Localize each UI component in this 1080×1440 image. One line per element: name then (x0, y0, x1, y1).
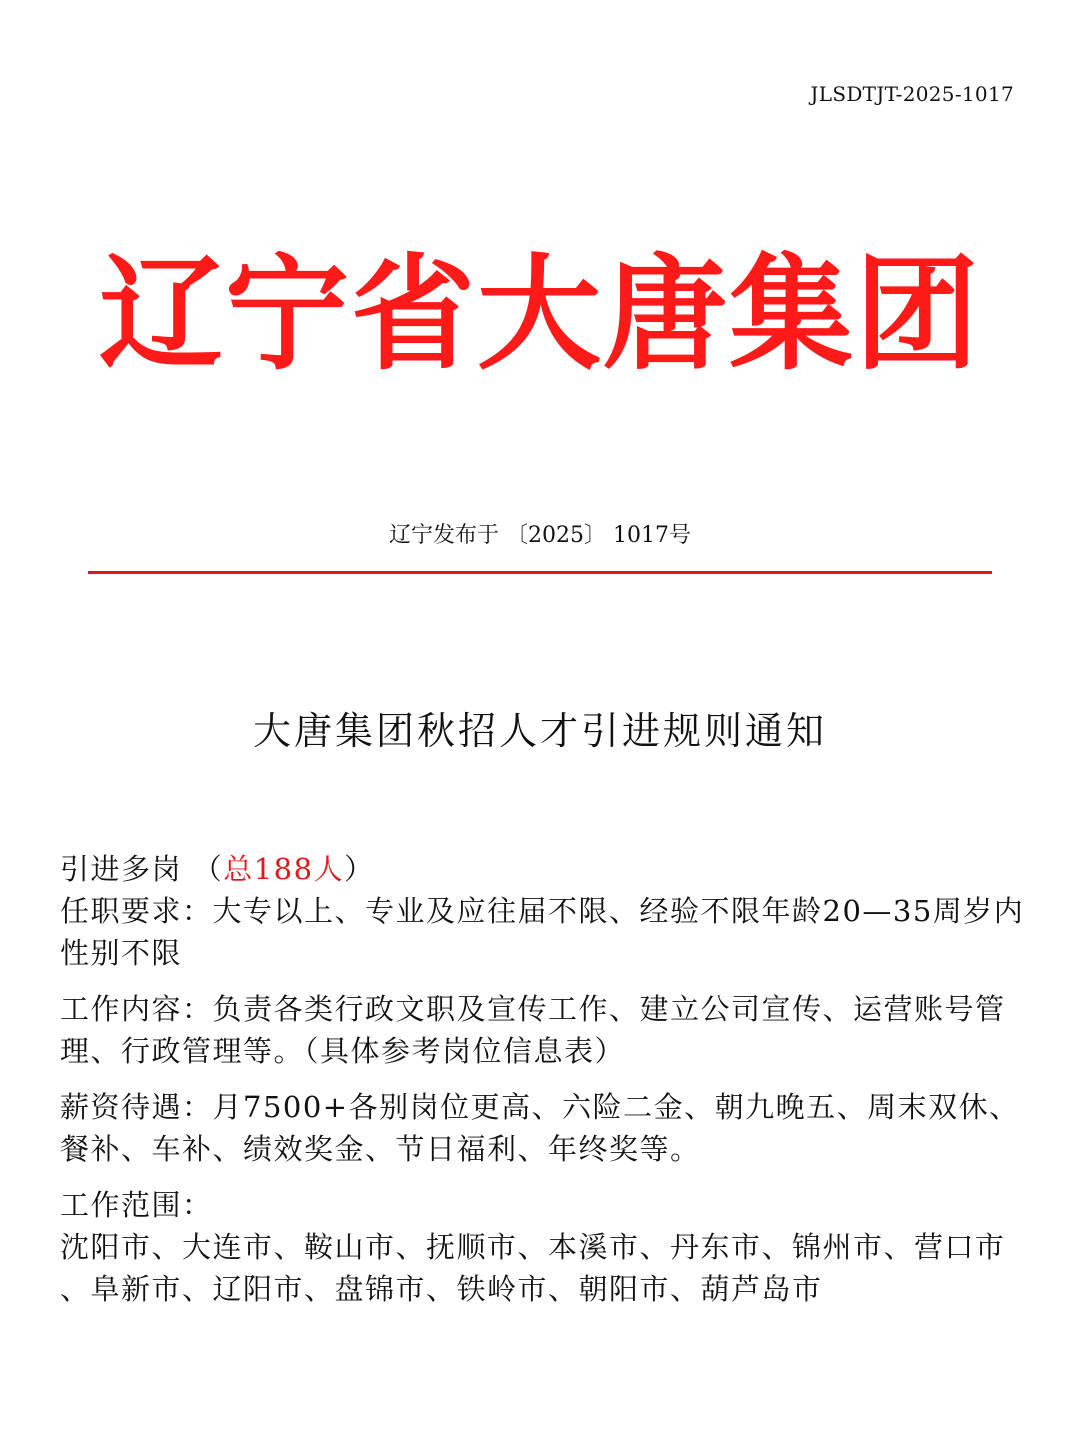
scope-line-1: 沈阳市、大连市、鞍山市、抚顺市、本溪市、丹东市、锦州市、营口市 (60, 1230, 1006, 1264)
notice-title: 大唐集团秋招人才引进规则通知 (252, 709, 827, 753)
scope-line-2: 、阜新市、辽阳市、盘锦市、铁岭市、朝阳市、葫芦岛市 (60, 1272, 823, 1306)
red-divider (88, 571, 992, 574)
positions-total: 总188人 (223, 852, 345, 886)
positions-line (60, 848, 1030, 890)
org-title: 辽宁省大唐集团 (98, 243, 981, 387)
issue-line: 辽宁发布于 〔2025〕 1017号 (389, 523, 691, 548)
job-content-text: 工作内容：负责各类行政文职及宣传工作、建立公司宣传、运营账号管理、行政管理等。（具体参考岗位信息表） (60, 992, 1006, 1068)
doc-number: JLSDTJT-2025-1017 (810, 82, 1014, 106)
requirements-text: 任职要求：大专以上、专业及应往届不限、经验不限年龄20—35周岁内性别不限 (60, 894, 1025, 970)
scope-label: 工作范围： (60, 1188, 213, 1222)
salary-text: 薪资待遇：月7500+各别岗位更高、六险二金、朝九晚五、周末双休、餐补、车补、绩效奖金、节日福利、年终奖等。 (60, 1090, 1020, 1166)
positions-suffix: ） (344, 852, 375, 886)
notice-body (60, 848, 1030, 1310)
positions-prefix: 引进多岗 （ (60, 852, 224, 886)
